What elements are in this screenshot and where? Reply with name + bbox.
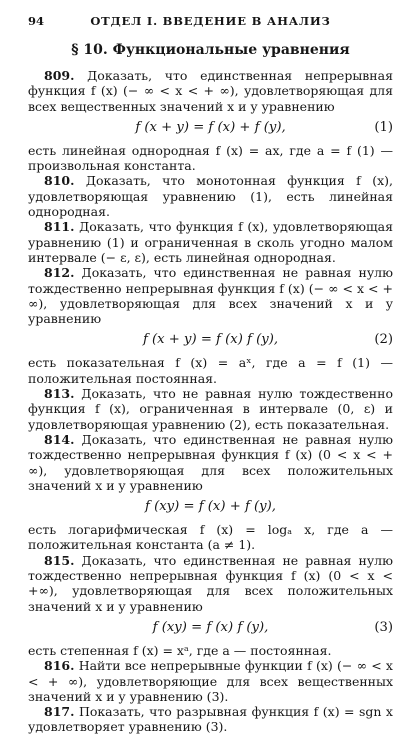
equation-tag: (3)	[374, 619, 393, 635]
problem-809	[28, 68, 393, 114]
problem-814	[28, 432, 393, 493]
problem-815	[28, 553, 393, 614]
problem-811	[28, 219, 393, 265]
problem-conclusion: есть логарифмическая f (x) = logₐ x, где a — положительная константа (a ≠ 1).	[28, 522, 393, 553]
formula-log	[28, 497, 393, 518]
problem-813	[28, 386, 393, 432]
problem-text: Доказать, что единственная непрерывная функция f (x) (− ∞ < x < + ∞), удовлетворяющая для всех вещественных значений x и y уравнению	[28, 68, 393, 114]
problem-conclusion: есть показательная f (x) = aˣ, где a = f (1) — положительная постоянная.	[28, 355, 393, 386]
problem-number: 813.	[44, 386, 75, 402]
problem-number: 817.	[44, 704, 75, 720]
problem-text: Доказать, что единственная не равная нулю тождественно непрерывная функция f (x) (− ∞ < x < + ∞), удовлетворяющая для всех значений x и y уравнению	[28, 265, 393, 327]
problem-812	[28, 265, 393, 326]
formula-expression: f (xy) = f (x) f (y),	[152, 619, 269, 635]
problem-number: 809.	[44, 68, 75, 83]
problem-text: Доказать, что монотонная функция f (x), удовлетворяющая уравнению (1), есть линейная однородная.	[28, 173, 393, 220]
problem-number: 810.	[44, 173, 75, 189]
formula-1	[28, 118, 393, 139]
problem-conclusion: есть степенная f (x) = xᵃ, где a — постоянная.	[28, 642, 332, 658]
problem-text: Показать, что разрывная функция f (x) = sgn x удовлетворяет уравнению (3).	[28, 704, 393, 735]
formula-2	[28, 330, 393, 351]
running-head	[28, 14, 393, 32]
problem-number: 815.	[44, 552, 75, 568]
problem-number: 811.	[44, 219, 75, 235]
problem-text: Доказать, что не равная нулю тождественно функция f (x), ограниченная в интервале (0, ε) и удовлетворяющая уравнению (2), есть показательная.	[28, 386, 393, 432]
problem-conclusion: есть линейная однородная f (x) = ax, где a = f (1) — произвольная константа.	[28, 142, 393, 174]
equation-tag: (1)	[374, 119, 393, 135]
section-title: § 10. Функциональные уравнения	[71, 42, 350, 58]
page-number: 94	[28, 14, 45, 28]
problem-number: 812.	[44, 265, 75, 281]
problem-text: Доказать, что функция f (x), удовлетворяющая уравнению (1) и ограниченная в сколь угодно малом интервале (− ε, ε), есть линейная однородная.	[28, 219, 393, 265]
problem-text: Доказать, что единственная не равная нулю тождественно непрерывная функция f (x) (0 < x < + ∞), удовлетворяющая для всех положительных значений x и y уравнению	[28, 431, 393, 493]
problem-number: 816.	[44, 658, 75, 674]
formula-3	[28, 618, 393, 639]
problem-816	[28, 658, 393, 704]
formula-expression: f (xy) = f (x) + f (y),	[145, 499, 276, 515]
problem-text: Доказать, что единственная не равная нулю тождественно непрерывная функция f (x) (0 < x < +∞), удовлетворяющая для всех положительных значений x и y уравнению	[28, 552, 393, 614]
part-title: ОТДЕЛ I. ВВЕДЕНИЕ В АНАЛИЗ	[90, 14, 331, 28]
formula-expression: f (x + y) = f (x) f (y),	[142, 332, 279, 348]
problem-text: Найти все непрерывные функции f (x) (− ∞ < x < + ∞), удовлетворяющие для всех вещественных значений x и y уравнению (3).	[28, 658, 393, 704]
formula-expression: f (x + y) = f (x) + f (y),	[135, 119, 286, 135]
equation-tag: (2)	[374, 332, 393, 348]
problem-number: 814.	[44, 431, 75, 447]
problem-817	[28, 704, 393, 735]
problem-810	[28, 173, 393, 219]
